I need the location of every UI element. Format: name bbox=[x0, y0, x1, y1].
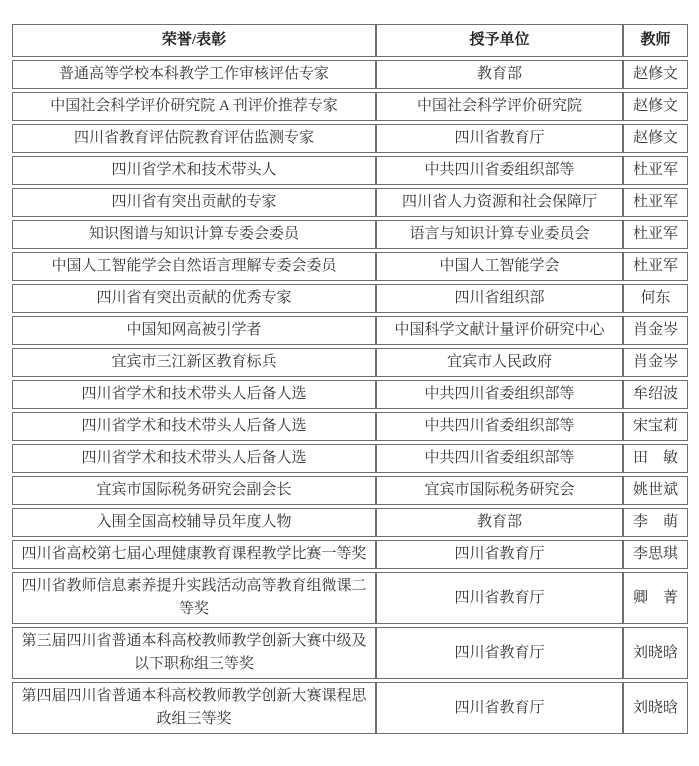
teacher-cell: 赵修文 bbox=[623, 92, 688, 121]
table-row bbox=[12, 284, 688, 313]
table-row bbox=[12, 252, 688, 281]
honor-cell: 四川省学术和技术带头人后备人选 bbox=[12, 444, 376, 473]
teacher-cell: 姚世斌 bbox=[623, 476, 688, 505]
honor-cell: 入围全国高校辅导员年度人物 bbox=[12, 508, 376, 537]
teacher-cell: 宋宝莉 bbox=[623, 412, 688, 441]
column-header-honor: 荣誉/表彰 bbox=[12, 24, 376, 57]
unit-cell: 语言与知识计算专业委员会 bbox=[376, 220, 623, 249]
unit-cell: 中共四川省委组织部等 bbox=[376, 156, 623, 185]
table-row bbox=[12, 220, 688, 249]
teacher-cell: 何东 bbox=[623, 284, 688, 313]
unit-cell: 中国社会科学评价研究院 bbox=[376, 92, 623, 121]
honor-cell: 宜宾市国际税务研究会副会长 bbox=[12, 476, 376, 505]
honor-cell: 中国社会科学评价研究院 A 刊评价推荐专家 bbox=[12, 92, 376, 121]
teacher-cell: 杜亚军 bbox=[623, 156, 688, 185]
unit-cell: 中共四川省委组织部等 bbox=[376, 412, 623, 441]
honors-table-container bbox=[12, 21, 688, 737]
table-row bbox=[12, 682, 688, 734]
unit-cell: 四川省人力资源和社会保障厅 bbox=[376, 188, 623, 217]
table-row bbox=[12, 380, 688, 409]
table-row bbox=[12, 476, 688, 505]
teacher-cell: 刘晓晗 bbox=[623, 682, 688, 734]
unit-cell: 四川省教育厅 bbox=[376, 572, 623, 624]
honors-table bbox=[12, 21, 688, 737]
honor-cell: 第四届四川省普通本科高校教师教学创新大赛课程思政组三等奖 bbox=[12, 682, 376, 734]
unit-cell: 教育部 bbox=[376, 508, 623, 537]
column-header-unit: 授予单位 bbox=[376, 24, 623, 57]
unit-cell: 中国人工智能学会 bbox=[376, 252, 623, 281]
table-row bbox=[12, 348, 688, 377]
table-row bbox=[12, 444, 688, 473]
header-row bbox=[12, 24, 688, 57]
unit-cell: 中国科学文献计量评价研究中心 bbox=[376, 316, 623, 345]
honor-cell: 宜宾市三江新区教育标兵 bbox=[12, 348, 376, 377]
unit-cell: 教育部 bbox=[376, 60, 623, 89]
unit-cell: 中共四川省委组织部等 bbox=[376, 380, 623, 409]
unit-cell: 四川省教育厅 bbox=[376, 682, 623, 734]
honor-cell: 中国人工智能学会自然语言理解专委会委员 bbox=[12, 252, 376, 281]
honor-cell: 四川省学术和技术带头人 bbox=[12, 156, 376, 185]
teacher-cell: 牟绍波 bbox=[623, 380, 688, 409]
column-header-teacher: 教师 bbox=[623, 24, 688, 57]
table-row bbox=[12, 540, 688, 569]
table-row bbox=[12, 60, 688, 89]
unit-cell: 四川省组织部 bbox=[376, 284, 623, 313]
honor-cell: 四川省学术和技术带头人后备人选 bbox=[12, 412, 376, 441]
table-row bbox=[12, 188, 688, 217]
teacher-cell: 肖金岑 bbox=[623, 348, 688, 377]
honor-cell: 四川省有突出贡献的专家 bbox=[12, 188, 376, 217]
honor-cell: 四川省教育评估院教育评估监测专家 bbox=[12, 124, 376, 153]
teacher-cell: 赵修文 bbox=[623, 60, 688, 89]
teacher-cell: 李 萌 bbox=[623, 508, 688, 537]
teacher-cell: 赵修文 bbox=[623, 124, 688, 153]
unit-cell: 宜宾市国际税务研究会 bbox=[376, 476, 623, 505]
unit-cell: 四川省教育厅 bbox=[376, 124, 623, 153]
honor-cell: 四川省有突出贡献的优秀专家 bbox=[12, 284, 376, 313]
table-row bbox=[12, 508, 688, 537]
teacher-cell: 杜亚军 bbox=[623, 188, 688, 217]
table-row bbox=[12, 92, 688, 121]
teacher-cell: 肖金岑 bbox=[623, 316, 688, 345]
teacher-cell: 杜亚军 bbox=[623, 220, 688, 249]
table-row bbox=[12, 316, 688, 345]
teacher-cell: 田 敏 bbox=[623, 444, 688, 473]
honor-cell: 四川省学术和技术带头人后备人选 bbox=[12, 380, 376, 409]
honor-cell: 四川省高校第七届心理健康教育课程教学比赛一等奖 bbox=[12, 540, 376, 569]
table-row bbox=[12, 124, 688, 153]
table-row bbox=[12, 156, 688, 185]
honor-cell: 四川省教师信息素养提升实践活动高等教育组微课二等奖 bbox=[12, 572, 376, 624]
unit-cell: 中共四川省委组织部等 bbox=[376, 444, 623, 473]
teacher-cell: 杜亚军 bbox=[623, 252, 688, 281]
honor-cell: 第三届四川省普通本科高校教师教学创新大赛中级及以下职称组三等奖 bbox=[12, 627, 376, 679]
honor-cell: 普通高等学校本科教学工作审核评估专家 bbox=[12, 60, 376, 89]
unit-cell: 四川省教育厅 bbox=[376, 627, 623, 679]
table-row bbox=[12, 572, 688, 624]
unit-cell: 四川省教育厅 bbox=[376, 540, 623, 569]
teacher-cell: 刘晓晗 bbox=[623, 627, 688, 679]
honor-cell: 中国知网高被引学者 bbox=[12, 316, 376, 345]
teacher-cell: 李思琪 bbox=[623, 540, 688, 569]
unit-cell: 宜宾市人民政府 bbox=[376, 348, 623, 377]
table-row bbox=[12, 412, 688, 441]
honor-cell: 知识图谱与知识计算专委会委员 bbox=[12, 220, 376, 249]
teacher-cell: 卿 菁 bbox=[623, 572, 688, 624]
table-row bbox=[12, 627, 688, 679]
